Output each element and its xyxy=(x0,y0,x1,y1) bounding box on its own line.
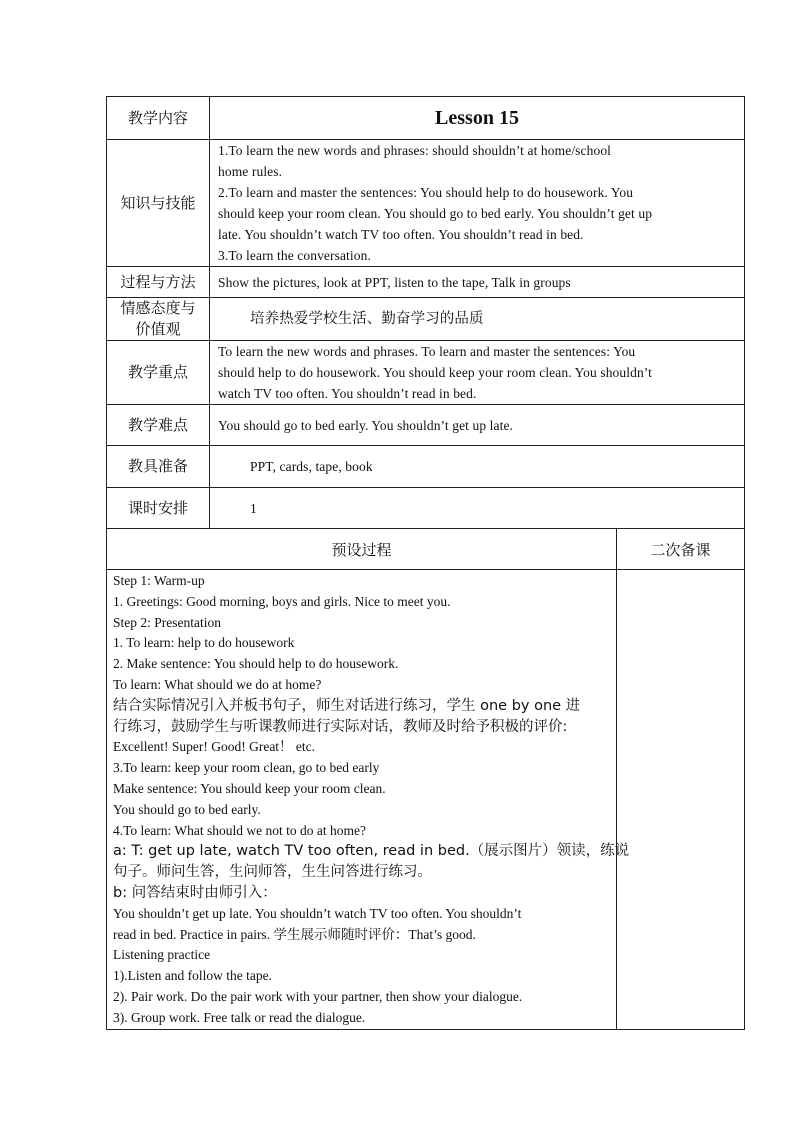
lesson-plan-sheet xyxy=(106,96,744,1030)
knowledge-line: late. You shouldn’t watch TV too often. You shouldn’t read in bed. xyxy=(218,227,584,242)
row-process-method xyxy=(107,267,745,298)
label-periods: 课时安排 xyxy=(107,488,210,529)
process-line: 4.To learn: What should we not to do at home? xyxy=(113,822,366,838)
row-process-body xyxy=(107,570,745,1030)
process-line: Step 1: Warm-up xyxy=(113,573,205,588)
process-line: Make sentence: You should keep your room clean. xyxy=(113,780,386,796)
process-line: Excellent! Super! Good! Great！ etc. xyxy=(113,739,316,755)
key-points-text xyxy=(210,341,745,405)
label-key-points: 教学重点 xyxy=(107,341,210,405)
process-line: 行练习，鼓励学生与听课教师进行实际对话，教师及时给予积极的评价: xyxy=(113,718,568,735)
row-key-points xyxy=(107,341,745,405)
label-process-method: 过程与方法 xyxy=(107,267,210,298)
materials-text: PPT, cards, tape, book xyxy=(210,446,745,488)
process-method-text: Show the pictures, look at PPT, listen to the tape, Talk in groups xyxy=(210,267,745,298)
process-line: You should go to bed early. xyxy=(113,801,261,817)
knowledge-line: should keep your room clean. You should go to bed early. You shouldn’t get up xyxy=(218,206,653,221)
row-attitude-values xyxy=(107,298,745,341)
key-points-line: To learn the new words and phrases. To learn and master the sentences: You xyxy=(218,344,636,359)
key-points-line: watch TV too often. You shouldn’t read in bed. xyxy=(218,386,477,401)
process-line: 1. Greetings: Good morning, boys and girls. Nice to meet you. xyxy=(113,593,451,609)
process-line: b: 问答结束时由师引入： xyxy=(113,884,277,901)
knowledge-line: home rules. xyxy=(218,164,283,179)
row-difficulties xyxy=(107,405,745,446)
lesson-title: Lesson 15 xyxy=(210,97,745,140)
process-line: 3). Group work. Free talk or read the dialogue. xyxy=(113,1009,366,1025)
label-materials: 教具准备 xyxy=(107,446,210,488)
lesson-plan-table xyxy=(106,96,745,1030)
knowledge-line: 1.To learn the new words and phrases: should shouldn’t at home/school xyxy=(218,143,612,158)
row-periods xyxy=(107,488,745,529)
process-line: Step 2: Presentation xyxy=(113,614,221,630)
label-difficulties: 教学难点 xyxy=(107,405,210,446)
process-line: 2). Pair work. Do the pair work with your partner, then show your dialogue. xyxy=(113,988,523,1004)
process-line: You shouldn’t get up late. You shouldn’t watch TV too often. You shouldn’t xyxy=(113,905,522,921)
label-attitude-line1: 情感态度与 xyxy=(120,299,196,317)
attitude-values-text: 培养热爱学校生活、勤奋学习的品质 xyxy=(210,298,745,341)
label-knowledge-skills: 知识与技能 xyxy=(107,140,210,267)
key-points-line: should help to do housework. You should keep your room clean. You shouldn’t xyxy=(218,365,652,380)
process-line: 结合实际情况引入并板书句子，师生对话进行练习，学生 one by one 进 xyxy=(113,697,581,714)
difficulties-text: You should go to bed early. You shouldn’t get up late. xyxy=(210,405,745,446)
label-attitude-line2: 价值观 xyxy=(135,320,181,338)
process-line: 1. To learn: help to do housework xyxy=(113,635,295,651)
process-line: a: T: get up late, watch TV too often, read in bed.（展示图片）领读，练说 xyxy=(113,843,630,860)
knowledge-line: 3.To learn the conversation. xyxy=(218,248,371,263)
process-line: 1).Listen and follow the tape. xyxy=(113,968,272,984)
knowledge-skills-text xyxy=(210,140,745,267)
row-knowledge-skills xyxy=(107,140,745,267)
process-line: To learn: What should we do at home? xyxy=(113,676,322,692)
row-process-header xyxy=(107,529,745,570)
process-line: 句子。师问生答，生问师答，生生问答进行练习。 xyxy=(113,864,432,881)
label-teaching-content: 教学内容 xyxy=(107,97,210,140)
header-second-preparation: 二次备课 xyxy=(617,529,745,570)
periods-text: 1 xyxy=(210,488,745,529)
second-preparation-content xyxy=(617,570,745,1030)
process-line: 3.To learn: keep your room clean, go to bed early xyxy=(113,760,380,776)
row-teaching-content xyxy=(107,97,745,140)
process-line: Listening practice xyxy=(113,947,211,963)
process-line: read in bed. Practice in pairs. 学生展示师随时评价：That’s good. xyxy=(113,926,476,942)
header-planned-process: 预设过程 xyxy=(107,529,617,570)
process-line: 2. Make sentence: You should help to do housework. xyxy=(113,656,399,672)
planned-process-content xyxy=(107,570,630,1030)
label-attitude-values xyxy=(107,298,210,341)
knowledge-line: 2.To learn and master the sentences: You should help to do housework. You xyxy=(218,185,634,200)
row-materials xyxy=(107,446,745,488)
